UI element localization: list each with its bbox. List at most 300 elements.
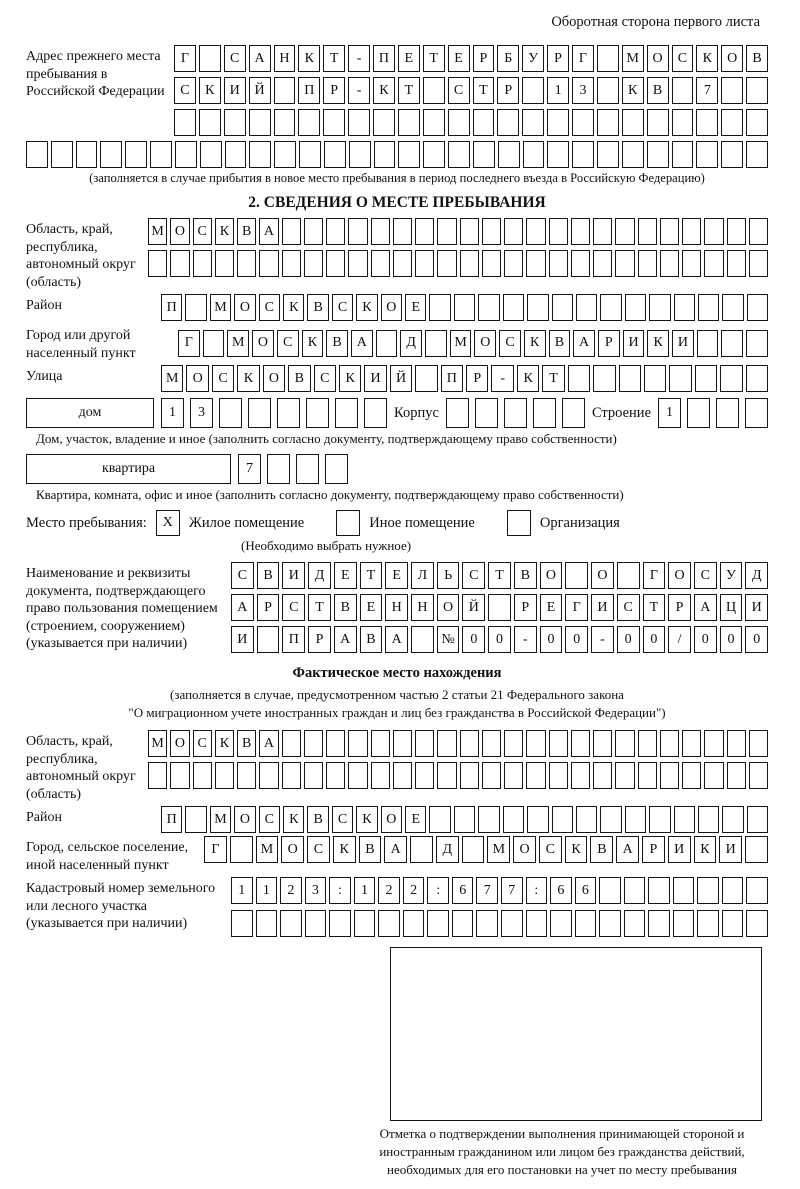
char-box: Е <box>334 562 357 589</box>
char-box <box>644 365 666 392</box>
actual-city-field <box>26 836 768 874</box>
char-box: Г <box>174 45 196 72</box>
char-box: Е <box>405 806 426 833</box>
char-box: К <box>647 330 669 357</box>
char-box <box>720 365 742 392</box>
char-box <box>170 762 189 789</box>
char-box: Т <box>398 77 420 104</box>
char-box: С <box>259 806 280 833</box>
char-box: № <box>437 626 460 653</box>
char-box <box>648 877 670 904</box>
cadastral-row-2 <box>231 910 768 937</box>
char-box <box>527 294 548 321</box>
char-box <box>170 250 189 277</box>
char-box: С <box>314 365 336 392</box>
char-box <box>374 141 396 168</box>
char-box <box>660 730 679 757</box>
char-box: К <box>302 330 324 357</box>
char-box: Д <box>400 330 422 357</box>
char-box: О <box>591 562 614 589</box>
char-box: С <box>694 562 717 589</box>
char-box <box>148 250 167 277</box>
char-box <box>624 877 646 904</box>
char-box <box>547 109 569 136</box>
char-box <box>507 510 531 536</box>
document-row-1 <box>231 562 768 589</box>
char-box: - <box>348 45 370 72</box>
document-row-3 <box>231 626 768 653</box>
char-box: И <box>672 330 694 357</box>
char-box <box>745 398 768 428</box>
char-box <box>619 365 641 392</box>
district-field <box>26 294 768 321</box>
char-box <box>415 730 434 757</box>
char-box: В <box>514 562 537 589</box>
char-box <box>411 626 434 653</box>
char-box: Ь <box>437 562 460 589</box>
char-box: В <box>326 330 348 357</box>
char-box <box>660 250 679 277</box>
char-box <box>647 141 669 168</box>
char-box: С <box>332 294 353 321</box>
char-box <box>727 730 746 757</box>
char-box: С <box>259 294 280 321</box>
char-box: П <box>161 806 182 833</box>
char-box <box>193 250 212 277</box>
char-box: А <box>334 626 357 653</box>
char-box: 1 <box>658 398 681 428</box>
char-box: О <box>252 330 274 357</box>
char-box: Т <box>323 45 345 72</box>
char-box <box>721 141 743 168</box>
char-box <box>305 910 327 937</box>
actual-location-caption-1: (заполняется в случае, предусмотренном частью 2 статьи 21 Федерального закона <box>170 687 624 702</box>
char-box <box>282 250 301 277</box>
char-box <box>704 762 723 789</box>
char-box <box>696 141 718 168</box>
char-box: И <box>282 562 305 589</box>
street-field <box>26 365 768 392</box>
char-box: 3 <box>190 398 213 428</box>
char-box: А <box>385 626 408 653</box>
char-box: С <box>672 45 694 72</box>
char-box <box>282 730 301 757</box>
char-box <box>482 762 501 789</box>
prev-address-label: Адрес прежнего места пребывания в Российской Федерации <box>26 49 165 99</box>
char-box <box>329 910 351 937</box>
char-box <box>150 141 172 168</box>
char-box <box>522 77 544 104</box>
char-box <box>615 762 634 789</box>
char-box: - <box>591 626 614 653</box>
char-box <box>348 250 367 277</box>
char-box: И <box>668 836 691 863</box>
char-box: Т <box>308 594 331 621</box>
char-box: К <box>283 806 304 833</box>
char-box: О <box>513 836 536 863</box>
char-box <box>687 398 710 428</box>
char-box <box>571 762 590 789</box>
char-box: С <box>212 365 234 392</box>
city-field <box>26 324 768 362</box>
char-box: С <box>617 594 640 621</box>
actual-city-label: Город, сельское поселение, иной населенный пункт <box>26 840 189 873</box>
char-box: О <box>263 365 285 392</box>
char-box: В <box>359 836 382 863</box>
prev-address-row-4 <box>26 141 768 168</box>
char-box <box>393 762 412 789</box>
char-box <box>403 910 425 937</box>
char-box <box>522 109 544 136</box>
char-box: У <box>522 45 544 72</box>
char-box: О <box>474 330 496 357</box>
char-box: С <box>277 330 299 357</box>
char-box <box>625 806 646 833</box>
char-box: А <box>616 836 639 863</box>
char-box <box>649 806 670 833</box>
char-box: Н <box>385 594 408 621</box>
char-box <box>722 294 743 321</box>
char-box <box>437 218 456 245</box>
prev-address-row-3 <box>174 109 768 136</box>
char-box <box>448 141 470 168</box>
char-box <box>682 762 701 789</box>
char-box <box>125 141 147 168</box>
house-caption: Дом, участок, владение и иное (заполнить согласно документу, подтверждающему право собственности) <box>36 431 617 446</box>
char-box <box>259 250 278 277</box>
char-box: Е <box>385 562 408 589</box>
char-box: И <box>719 836 742 863</box>
stroenie-label: Строение <box>591 404 651 421</box>
char-box <box>482 218 501 245</box>
char-box <box>593 762 612 789</box>
char-box <box>304 250 323 277</box>
char-box: В <box>307 294 328 321</box>
char-box <box>423 141 445 168</box>
char-box: О <box>668 562 691 589</box>
char-box <box>76 141 98 168</box>
char-box: В <box>549 330 571 357</box>
char-box <box>526 762 545 789</box>
char-box: В <box>237 218 256 245</box>
char-box: С <box>231 562 254 589</box>
char-box <box>324 141 346 168</box>
char-box <box>230 836 253 863</box>
char-box <box>638 218 657 245</box>
apartment-label-box: квартира <box>26 454 231 484</box>
char-box: Г <box>572 45 594 72</box>
char-box <box>231 910 253 937</box>
char-box <box>429 294 450 321</box>
char-box: Б <box>497 45 519 72</box>
char-box <box>478 294 499 321</box>
char-box <box>460 730 479 757</box>
stay-type-label: Место пребывания: <box>26 514 147 531</box>
char-box: М <box>210 294 231 321</box>
char-box <box>437 730 456 757</box>
char-box <box>503 294 524 321</box>
char-box <box>746 910 768 937</box>
char-box <box>371 730 390 757</box>
char-box <box>498 141 520 168</box>
char-box: М <box>450 330 472 357</box>
char-box <box>199 109 221 136</box>
char-box <box>721 77 743 104</box>
char-box <box>727 218 746 245</box>
char-box: Е <box>360 594 383 621</box>
char-box: М <box>148 218 167 245</box>
char-box <box>622 141 644 168</box>
char-box <box>749 218 768 245</box>
house-label-box: дом <box>26 398 154 428</box>
actual-region-row-2 <box>148 762 768 789</box>
char-box: 6 <box>575 877 597 904</box>
char-box <box>423 109 445 136</box>
char-box <box>673 877 695 904</box>
char-box <box>721 330 743 357</box>
house-line <box>26 398 768 428</box>
korpus-label: Корпус <box>394 404 439 421</box>
char-box <box>547 141 569 168</box>
char-box <box>282 762 301 789</box>
char-box <box>304 730 323 757</box>
char-box: 3 <box>572 77 594 104</box>
char-box <box>219 398 242 428</box>
char-box: С <box>224 45 246 72</box>
actual-district-field <box>26 806 768 833</box>
char-box: О <box>721 45 743 72</box>
char-box: М <box>256 836 279 863</box>
char-box <box>203 330 225 357</box>
char-box <box>348 218 367 245</box>
char-box <box>549 250 568 277</box>
char-box: - <box>348 77 370 104</box>
char-box <box>727 762 746 789</box>
char-box <box>647 109 669 136</box>
char-box <box>526 218 545 245</box>
char-box: И <box>224 77 246 104</box>
char-box <box>298 109 320 136</box>
char-box <box>615 250 634 277</box>
char-box <box>225 141 247 168</box>
char-box <box>326 250 345 277</box>
char-box <box>552 294 573 321</box>
char-box: 7 <box>476 877 498 904</box>
char-box <box>660 762 679 789</box>
char-box <box>378 910 400 937</box>
char-box <box>427 910 449 937</box>
char-box: Е <box>540 594 563 621</box>
char-box <box>526 250 545 277</box>
char-box <box>523 141 545 168</box>
char-box: И <box>623 330 645 357</box>
char-box <box>695 365 717 392</box>
char-box: 0 <box>540 626 563 653</box>
char-box: К <box>694 836 717 863</box>
char-box <box>549 730 568 757</box>
char-box <box>349 141 371 168</box>
char-box: К <box>524 330 546 357</box>
prev-address-row-2 <box>174 77 768 104</box>
char-box: Е <box>405 294 426 321</box>
char-box <box>504 762 523 789</box>
char-box <box>625 294 646 321</box>
char-box: 1 <box>354 877 376 904</box>
char-box <box>51 141 73 168</box>
char-box: О <box>234 294 255 321</box>
char-box: Е <box>398 45 420 72</box>
char-box <box>249 141 271 168</box>
char-box <box>249 109 271 136</box>
char-box <box>649 294 670 321</box>
char-box <box>174 109 196 136</box>
char-box: 0 <box>462 626 485 653</box>
actual-location-title: Фактическое место нахождения <box>292 665 502 681</box>
prev-address-field <box>26 45 768 136</box>
char-box <box>437 762 456 789</box>
char-box <box>256 910 278 937</box>
char-box <box>425 330 447 357</box>
char-box <box>576 806 597 833</box>
char-box: 2 <box>378 877 400 904</box>
char-box: Д <box>436 836 459 863</box>
char-box: К <box>696 45 718 72</box>
char-box <box>674 294 695 321</box>
char-box <box>259 762 278 789</box>
char-box <box>746 365 768 392</box>
char-box: М <box>487 836 510 863</box>
char-box <box>597 77 619 104</box>
char-box <box>682 730 701 757</box>
char-box <box>704 250 723 277</box>
char-box <box>423 77 445 104</box>
char-box: О <box>234 806 255 833</box>
char-box <box>673 910 695 937</box>
stay-type-option-residential: Жилое помещение <box>188 514 305 531</box>
char-box: К <box>298 45 320 72</box>
char-box <box>274 109 296 136</box>
char-box <box>398 141 420 168</box>
char-box <box>304 762 323 789</box>
char-box <box>282 218 301 245</box>
apartment-caption: Квартира, комната, офис и иное (заполнить согласно документу, подтверждающему право собственности) <box>36 487 624 502</box>
document-field <box>26 562 768 653</box>
char-box: С <box>282 594 305 621</box>
char-box <box>504 250 523 277</box>
char-box <box>371 218 390 245</box>
char-box: С <box>193 218 212 245</box>
char-box: И <box>364 365 386 392</box>
char-box: С <box>499 330 521 357</box>
char-box <box>26 141 48 168</box>
char-box <box>410 836 433 863</box>
char-box: Р <box>257 594 280 621</box>
char-box: Т <box>643 594 666 621</box>
char-box: К <box>565 836 588 863</box>
char-box: Р <box>642 836 665 863</box>
document-label: Наименование и реквизиты документа, подтверждающего право пользования помещением (строением, сооружением) (указывается при наличии) <box>26 566 218 651</box>
char-box <box>746 141 768 168</box>
stay-type-checkbox-other <box>336 510 360 536</box>
char-box: 6 <box>550 877 572 904</box>
char-box: М <box>210 806 231 833</box>
char-box: И <box>231 626 254 653</box>
char-box: А <box>249 45 271 72</box>
document-row-2 <box>231 594 768 621</box>
char-box: Г <box>204 836 227 863</box>
char-box <box>749 762 768 789</box>
char-box: К <box>622 77 644 104</box>
char-box: П <box>282 626 305 653</box>
char-box <box>527 806 548 833</box>
char-box: В <box>360 626 383 653</box>
char-box <box>296 454 319 484</box>
char-box <box>100 141 122 168</box>
char-box <box>462 836 485 863</box>
char-box <box>185 294 206 321</box>
city-row <box>178 330 768 357</box>
district-label: Район <box>26 298 62 313</box>
char-box <box>473 109 495 136</box>
char-box <box>576 294 597 321</box>
char-box <box>503 806 524 833</box>
char-box <box>299 141 321 168</box>
page-header: Оборотная сторона первого листа <box>551 14 760 30</box>
char-box <box>326 762 345 789</box>
char-box <box>446 398 469 428</box>
char-box <box>533 398 556 428</box>
char-box: : <box>526 877 548 904</box>
char-box <box>593 365 615 392</box>
char-box: В <box>334 594 357 621</box>
char-box <box>722 806 743 833</box>
char-box: К <box>339 365 361 392</box>
char-box <box>568 365 590 392</box>
char-box: М <box>148 730 167 757</box>
stay-type-caption: (Необходимо выбрать нужное) <box>241 538 412 553</box>
char-box <box>193 762 212 789</box>
char-box: 2 <box>403 877 425 904</box>
char-box <box>277 398 300 428</box>
char-box: Р <box>547 45 569 72</box>
char-box: К <box>283 294 304 321</box>
char-box <box>549 218 568 245</box>
char-box <box>215 762 234 789</box>
char-box <box>526 730 545 757</box>
apartment-line <box>26 454 768 484</box>
char-box <box>237 250 256 277</box>
char-box: 0 <box>694 626 717 653</box>
cadastral-label: Кадастровый номер земельного или лесного участка (указывается при наличии) <box>26 881 216 931</box>
region-label: Область, край, республика, автономный округ (область) <box>26 222 136 290</box>
char-box <box>336 510 360 536</box>
char-box <box>716 398 739 428</box>
char-box <box>526 910 548 937</box>
char-box <box>722 910 744 937</box>
char-box: X <box>156 510 180 536</box>
stay-type-checkbox-residential <box>156 510 180 536</box>
char-box: В <box>647 77 669 104</box>
char-box <box>274 77 296 104</box>
char-box: С <box>174 77 196 104</box>
char-box: 1 <box>161 398 184 428</box>
char-box: П <box>373 45 395 72</box>
char-box: Н <box>274 45 296 72</box>
char-box <box>617 562 640 589</box>
char-box: А <box>384 836 407 863</box>
char-box: К <box>199 77 221 104</box>
char-box: Д <box>308 562 331 589</box>
